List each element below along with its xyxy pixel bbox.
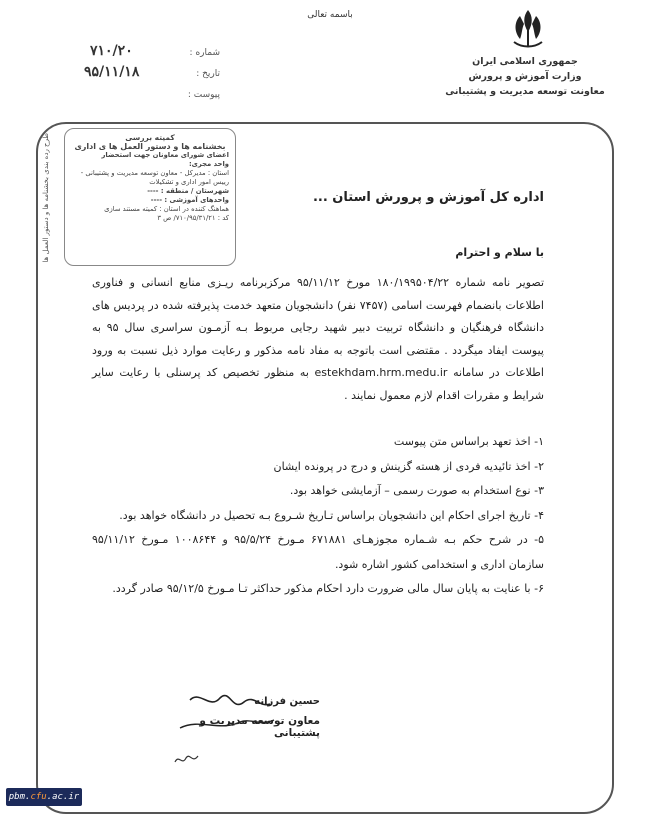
number-value: ۷۱۰/۲۰ — [90, 43, 133, 59]
stamp-line: هماهنگ کننده در استان : کمیته مستند سازی — [104, 205, 229, 213]
list-item: ۲- اخذ تائیدیه فردی از هسته گزینش و درج در پرونده ایشان — [273, 459, 544, 473]
iran-emblem-icon — [506, 6, 550, 52]
date-label: تاریخ : — [196, 69, 220, 79]
gov-line-ministry: وزارت آموزش و پرورش — [468, 71, 582, 82]
stamp-line: اعضای شورای معاونان جهت استحضار — [101, 151, 229, 159]
signature-scribble-icon — [170, 688, 280, 738]
review-committee-stamp — [64, 128, 236, 266]
list-item: ۴- تاریخ اجرای احکام این دانشجویان براساس تـاریخ شـروع بـه تحصیل در دانشگاه خواهد بود. — [119, 508, 544, 522]
signer-name: حسین فرزانه — [254, 696, 320, 707]
list-item: ۳- نوع استخدام به صورت رسمی – آزمایشی خواهد بود. — [289, 484, 544, 497]
list-item: ۱- اخذ تعهد براساس متن پیوست — [393, 435, 544, 448]
stamp-line: واحد مجری: — [188, 160, 229, 168]
list-item: ۵- در شرح حکم بـه شـماره مجوزهـای ۶۷۱۸۸۱ مـورخ ۹۵/۵/۲۴ و ۱۰۰۸۶۴۴ مـورخ ۹۵/۱۱/۱۲ سازمان اداری و استخدامی کشور اشاره شود. — [92, 533, 545, 571]
addressee: اداره کل آموزش و پرورش استان ... — [312, 190, 544, 205]
bismillah-text: باسمه تعالی — [307, 10, 353, 20]
attachment-label: پیوست : — [187, 90, 220, 100]
classification-side-label — [38, 135, 64, 265]
date-value: ۹۵/۱۱/۱۸ — [84, 64, 140, 80]
initials-scribble-icon — [172, 748, 202, 770]
government-header — [440, 54, 610, 99]
gov-line-country: جمهوری اسلامی ایران — [472, 56, 578, 67]
signer-title: معاون توسعه مدیریت و پشتیبانی — [199, 715, 320, 739]
letter-paragraph: تصویر نامه شماره ۱۸۰/۱۹۹۵۰۴/۲۲ مورخ ۹۵/۱۱/۱۲ مرکزبرنامه ریـزی منابع انسانی و فناوری اطلاعات بانضمام فهرست اسامی (۷۴۵۷ نفر) دانشجویان متعهد خدمت پذیرفته شده در پردیس های دانشگاه فرهنگیان و دانشگاه تربیت دبیر شهید رجایی مربوط بـه آزمـون سراسری سال ۹۵ به پیوست ایفاد میگردد . مقتضی است باتوجه به مفاد نامه مذکور و رعایت موارد ذیل نسبت به ورود اطلاعات در سامانه estekhdam.hrm.medu.ir به منظور تخصیص کد پرسنلی با رعایت سایر شرایط و مقررات اقدام لازم معمول نمایند . — [92, 276, 545, 402]
classification-text: طرح رده بندی بخشنامه ها و دستور العمل ها — [42, 133, 50, 263]
stamp-subtitle: بخشنامه ها و دستور العمل ها ی اداری — [74, 142, 226, 151]
source-prefix: pbm. — [8, 792, 31, 802]
stamp-line: استان : مدیرکل - معاون توسعه مدیریت و پشتیبانی - — [80, 169, 229, 177]
letter-meta — [70, 42, 220, 104]
gov-line-deputy: معاونت توسعه مدیریت و پشتیبانی — [445, 86, 605, 97]
greeting: با سلام و احترام — [455, 246, 544, 259]
signature-block — [170, 696, 320, 739]
source-highlight: cfu — [30, 792, 47, 802]
source-watermark-badge — [6, 788, 82, 806]
number-label: شماره : — [189, 48, 220, 58]
instruction-list — [92, 430, 544, 602]
stamp-line: واحدهای آموزشی : ---- — [150, 196, 229, 204]
stamp-line: کد : ۷۱۰/۹۵/۳۱/۲۱/ ص ۳ — [157, 214, 229, 222]
stamp-title: کمیته بررسی — [125, 133, 175, 142]
stamp-line: رییس امور اداری و تشکیلات — [149, 178, 229, 186]
list-item: ۶- با عنایت به پایان سال مالی ضرورت دارد احکام مذکور حداکثر تـا مـورخ ۹۵/۱۲/۵ صادر گردد. — [112, 582, 544, 595]
stamp-line: شهرستان / منطقه : ---- — [147, 187, 229, 195]
source-suffix: .ac.ir — [46, 792, 80, 802]
